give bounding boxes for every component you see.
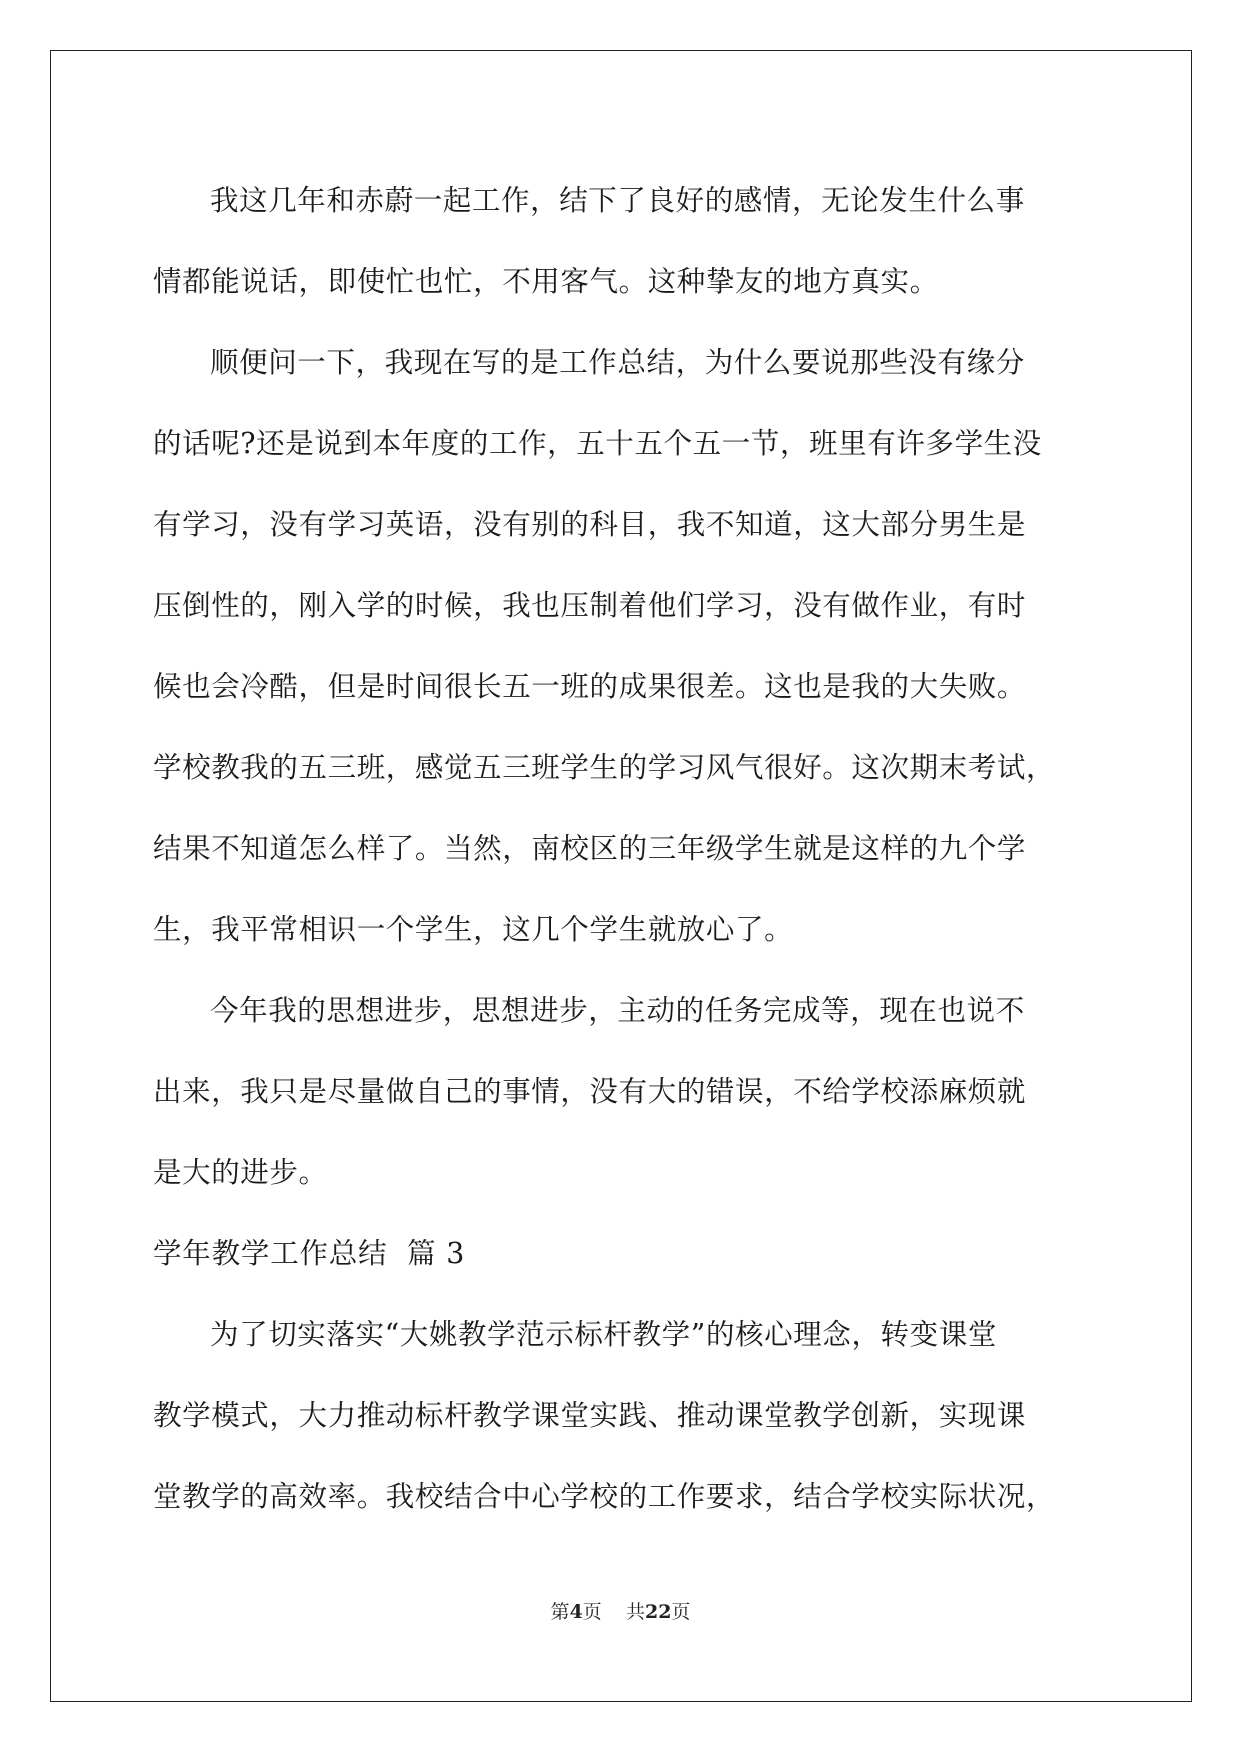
paragraph-3: [153, 970, 1093, 1213]
footer-prefix: 第: [550, 1601, 570, 1623]
paragraph-2: [153, 322, 1093, 970]
paragraph-4: [153, 1294, 1093, 1537]
footer-total-pages: 22: [644, 1601, 672, 1623]
paragraph-line: 堂教学的高效率。我校结合中心学校的工作要求，结合学校实际状况，: [153, 1480, 1056, 1513]
paragraph-line: 学校教我的五三班，感觉五三班学生的学习风气很好。这次期末考试，: [153, 751, 1056, 784]
paragraph-line: 压倒性的，刚入学的时候，我也压制着他们学习，没有做作业，有时: [153, 589, 1027, 622]
paragraph-line: 是大的进步。: [153, 1156, 328, 1189]
footer-middle: 页 共: [582, 1601, 645, 1623]
section-heading-text: 学年教学工作总结 篇 3: [153, 1237, 466, 1270]
paragraph-line: 教学模式，大力推动标杆教学课堂实践、推动课堂教学创新，实现课: [153, 1399, 1027, 1432]
paragraph-1: [153, 160, 1093, 322]
paragraph-line: 结果不知道怎么样了。当然，南校区的三年级学生就是这样的九个学: [153, 832, 1027, 865]
section-heading: [153, 1213, 1093, 1294]
paragraph-line: 的话呢?还是说到本年度的工作，五十五个五一节，班里有许多学生没: [153, 427, 1042, 460]
paragraph-line: 候也会冷酷，但是时间很长五一班的成果很差。这也是我的大失败。: [153, 670, 1027, 703]
paragraph-line: 出来，我只是尽量做自己的事情，没有大的错误，不给学校添麻烦就: [153, 1075, 1027, 1108]
document-body: [153, 160, 1093, 1537]
paragraph-line: 情都能说话，即使忙也忙，不用客气。这种挚友的地方真实。: [153, 265, 939, 298]
paragraph-line: 生，我平常相识一个学生，这几个学生就放心了。: [153, 913, 794, 946]
page-footer: [0, 1597, 1241, 1624]
paragraph-line: 今年我的思想进步，思想进步，主动的任务完成等，现在也说不: [210, 994, 1025, 1027]
paragraph-line: 顺便问一下，我现在写的是工作总结，为什么要说那些没有缘分: [210, 346, 1025, 379]
footer-page-number: 4: [569, 1601, 583, 1623]
paragraph-line: 为了切实落实“大姚教学范示标杆教学”的核心理念，转变课堂: [210, 1318, 997, 1351]
paragraph-line: 有学习，没有学习英语，没有别的科目，我不知道，这大部分男生是: [153, 508, 1027, 541]
footer-suffix: 页: [671, 1601, 691, 1623]
paragraph-line: 我这几年和赤蔚一起工作，结下了良好的感情，无论发生什么事: [210, 184, 1025, 217]
